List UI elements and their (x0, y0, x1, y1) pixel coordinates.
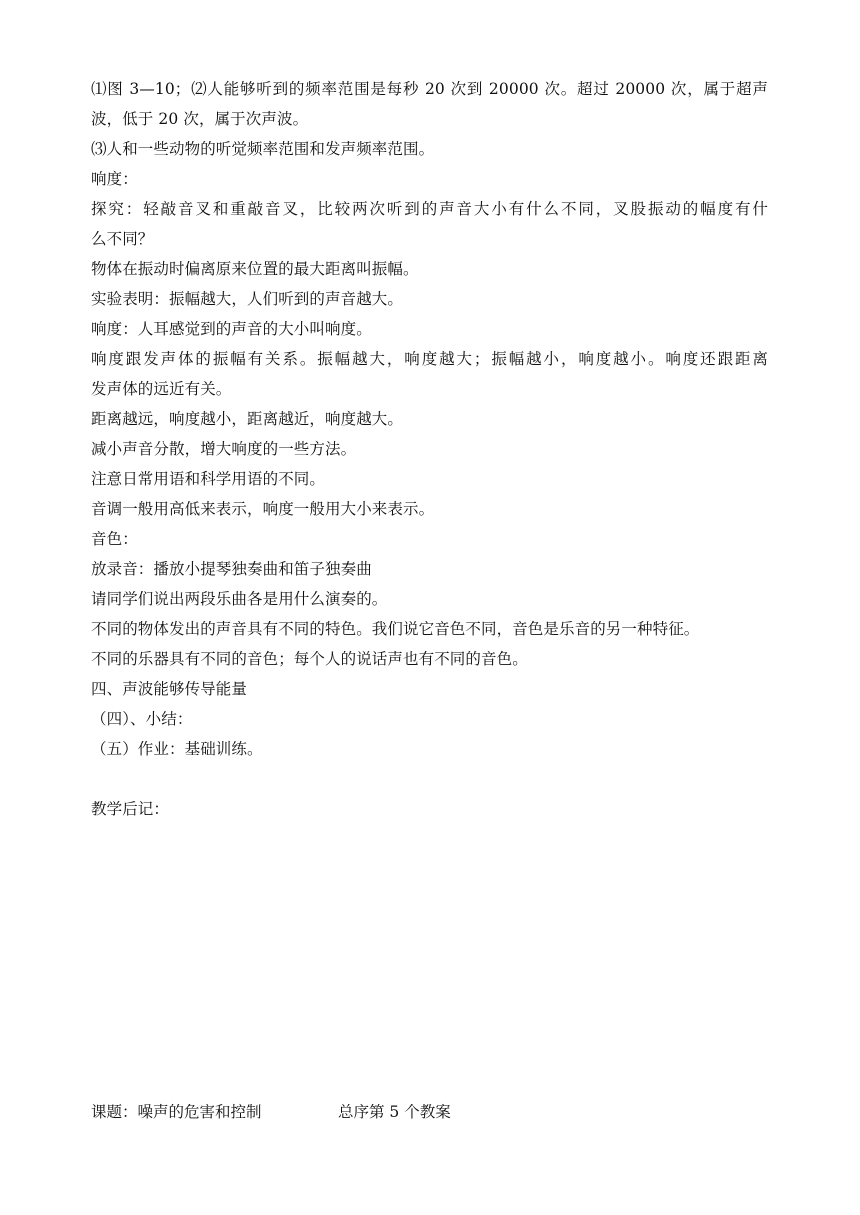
text-line-5: 探究：轻敲音叉和重敲音叉，比较两次听到的声音大小有什么不同，叉股振动的幅度有什 (91, 200, 768, 218)
lesson-topic: 课题：噪声的危害和控制 (91, 1103, 262, 1121)
text-line-10: 响度跟发声体的振幅有关系。振幅越大，响度越大；振幅越小，响度越小。响度还跟距离 (91, 350, 768, 368)
text-line-15: 音调一般用高低来表示，响度一般用大小来表示。 (91, 500, 435, 518)
text-line-13: 减小声音分散，增大响度的一些方法。 (91, 440, 357, 458)
text-line-11: 发声体的远近有关。 (91, 380, 232, 398)
text-line-17: 放录音：播放小提琴独奏曲和笛子独奏曲 (91, 560, 372, 578)
text-line-2: 波，低于 20 次，属于次声波。 (91, 110, 309, 128)
section-heading-summary: （四）、小结： (91, 710, 193, 728)
text-line-19: 不同的物体发出的声音具有不同的特色。我们说它音色不同，音色是乐音的另一种特征。 (91, 620, 700, 638)
text-line-14: 注意日常用语和科学用语的不同。 (91, 470, 326, 488)
text-line-9: 响度：人耳感觉到的声音的大小叫响度。 (91, 320, 372, 338)
lesson-sequence: 总序第 5 个教案 (338, 1103, 451, 1121)
section-heading-timbre: 音色： (91, 530, 138, 548)
section-heading-energy: 四、声波能够传导能量 (91, 680, 248, 698)
text-line-3: ⑶人和一些动物的听觉频率范围和发声频率范围。 (91, 140, 435, 158)
teaching-notes-label: 教学后记： (91, 800, 170, 818)
text-line-1: ⑴图 3—10；⑵人能够听到的频率范围是每秒 20 次到 20000 次。超过 20000 次，属于超声 (91, 80, 768, 98)
text-line-12: 距离越远，响度越小，距离越近，响度越大。 (91, 410, 404, 428)
section-heading-homework: （五）作业：基础训练。 (91, 740, 263, 758)
section-heading-loudness: 响度： (91, 170, 138, 188)
text-line-20: 不同的乐器具有不同的音色；每个人的说话声也有不同的音色。 (91, 650, 528, 668)
text-line-6: 么不同？ (91, 230, 154, 248)
text-line-7: 物体在振动时偏离原来位置的最大距离叫振幅。 (91, 260, 419, 278)
text-line-18: 请同学们说出两段乐曲各是用什么演奏的。 (91, 590, 388, 608)
text-line-8: 实验表明：振幅越大，人们听到的声音越大。 (91, 290, 404, 308)
